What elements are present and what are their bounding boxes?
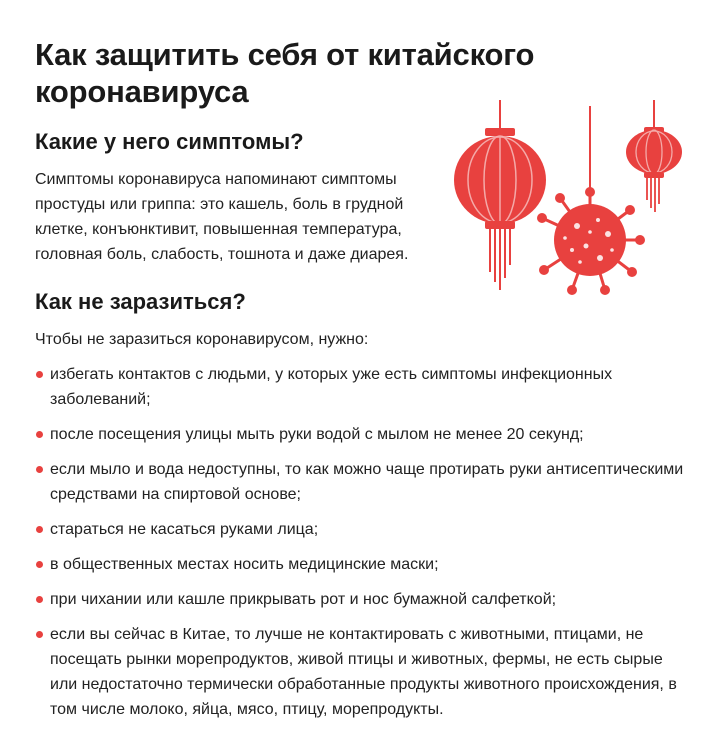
lanterns-virus-illustration	[440, 100, 700, 300]
list-item-text: после посещения улицы мыть руки водой с мылом не менее 20 секунд;	[50, 426, 584, 443]
virus-icon	[537, 187, 645, 295]
list-item	[35, 422, 685, 447]
list-item-text: при чихании или кашле прикрывать рот и нос бумажной салфеткой;	[50, 591, 557, 608]
small-lantern-icon	[626, 100, 682, 212]
bullet-icon	[36, 561, 43, 568]
list-item-text: если мыло и вода недоступны, то как можно чаще протирать руки антисептическими средствами на спиртовой основе;	[50, 461, 684, 503]
large-lantern-icon	[454, 100, 546, 290]
bullet-icon	[36, 466, 43, 473]
symptoms-heading: Какие у него симптомы?	[35, 129, 304, 154]
list-item-text: в общественных местах носить медицинские маски;	[50, 556, 439, 573]
bullet-icon	[36, 431, 43, 438]
symptoms-text: Симптомы коронавируса напоминают симптомы простуды или гриппа: это кашель, боль в грудной клетке, конъюнктивит, повышенная температура, головная боль, слабость, тошнота и даже диарея.	[35, 171, 409, 263]
page-title: Как защитить себя от китайского коронавируса	[35, 37, 535, 109]
bullet-icon	[36, 596, 43, 603]
list-item-text: стараться не касаться руками лица;	[50, 521, 319, 538]
bullet-icon	[36, 526, 43, 533]
list-item	[35, 587, 685, 612]
prevention-list	[35, 362, 685, 732]
list-item	[35, 362, 685, 412]
list-item-text: избегать контактов с людьми, у которых уже есть симптомы инфекционных заболеваний;	[50, 366, 613, 408]
list-item	[35, 622, 685, 722]
list-item	[35, 517, 685, 542]
list-item	[35, 457, 685, 507]
prevention-heading: Как не заразиться?	[35, 289, 246, 314]
prevention-intro: Чтобы не заразиться коронавирусом, нужно:	[35, 331, 369, 348]
list-item-text: если вы сейчас в Китае, то лучше не контактировать с животными, птицами, не посещать рынки морепродуктов, живой птицы и животных, фермы, не есть сырые или недостаточно термически обработанные продукты животного происхождения, в том числе молоко, яйца, мясо, птицу, морепродукты.	[50, 626, 677, 718]
list-item	[35, 552, 685, 577]
bullet-icon	[36, 371, 43, 378]
bullet-icon	[36, 631, 43, 638]
